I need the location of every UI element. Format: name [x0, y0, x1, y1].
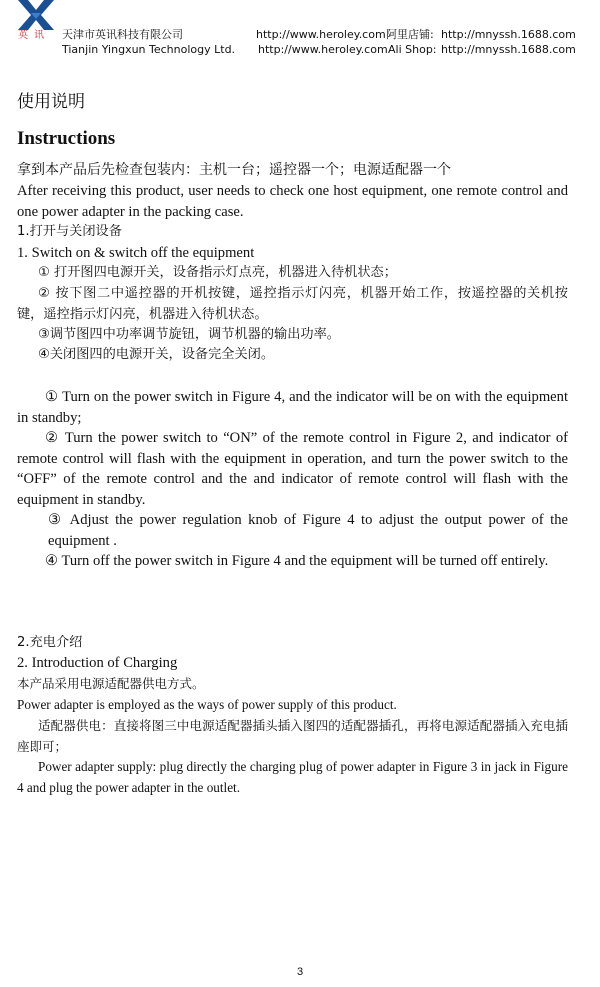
section1-heading-cn: 1.打开与关闭设备	[17, 224, 122, 239]
intro-cn: 拿到本产品后先检查包装内：主机一台；遥控器一个；电源适配器一个	[17, 162, 451, 178]
section1-step4-en: ④ Turn off the power switch in Figure 4 and the equipment will be turned off entirely.	[45, 553, 549, 569]
section2-text1-cn: 本产品采用电源适配器供电方式。	[17, 676, 205, 691]
section1-step4-cn: ④关闭图四的电源开关，设备完全关闭。	[38, 347, 275, 362]
ali-shop-link-en[interactable]: http://mnyssh.1688.com	[441, 43, 576, 56]
title-cn: 使用说明	[17, 92, 85, 112]
section2-heading-cn: 2.充电介绍	[17, 635, 83, 650]
website-link-en[interactable]: http://www.heroley.com	[258, 43, 388, 56]
section1-step1-cn: ① 打开图四电源开关，设备指示灯点亮，机器进入待机状态；	[38, 265, 397, 280]
ali-shop-link-cn[interactable]: http://mnyssh.1688.com	[441, 28, 576, 41]
section1-heading-en: 1. Switch on & switch off the equipment	[17, 245, 255, 261]
section1-step3-cn: ③调节图四中功率调节旋钮，调节机器的输出功率。	[38, 327, 340, 342]
website-link-cn[interactable]: http://www.heroley.com	[256, 28, 386, 41]
ali-shop-label-en: Ali Shop:	[388, 43, 437, 56]
ali-shop-label-cn: 阿里店铺:	[386, 28, 434, 41]
company-name-cn: 天津市英讯科技有限公司	[62, 28, 183, 41]
section1-step2-cn: ② 按下图二中遥控器的开机按键，遥控指示灯闪亮，机器开始工作，按遥控器的关机按键，遥控指示灯闪亮，机器进入待机状态。	[17, 286, 568, 322]
section2-text2-en: Power adapter supply: plug directly the charging plug of power adapter in Figure 3 in jack in Figure 4 and plug the power adapter in the outlet.	[17, 759, 568, 795]
section1-step3-en: ③ Adjust the power regulation knob of Figure 4 to adjust the output power of the equipment .	[48, 512, 568, 549]
company-name-en: Tianjin Yingxun Technology Ltd.	[62, 43, 236, 56]
section2-heading-en: 2. Introduction of Charging	[17, 655, 178, 671]
section2-text2-cn: 适配器供电：直接将图三中电源适配器插头插入图四的适配器插孔，再将电源适配器插入充电插座即可；	[17, 718, 568, 754]
section1-step2-en: ② Turn the power switch to “ON” of the remote control in Figure 2, and indicator of remote control will flash with the equipment in operation, and turn the power switch to the “OFF” of the remote control and the and indicator of remote control will flash with the equipment in standby.	[17, 430, 568, 508]
intro-en: After receiving this product, user needs to check one host equipment, one remote control and one power adapter in the packing case.	[17, 183, 568, 220]
section1-step1-en: ① Turn on the power switch in Figure 4, and the indicator will be on with the equipment in standby;	[17, 389, 568, 426]
title-en: Instructions	[17, 128, 116, 149]
page-number: 3	[296, 966, 304, 978]
logo-text: 英讯	[18, 30, 50, 41]
section2-text1-en: Power adapter is employed as the ways of power supply of this product.	[17, 697, 397, 712]
